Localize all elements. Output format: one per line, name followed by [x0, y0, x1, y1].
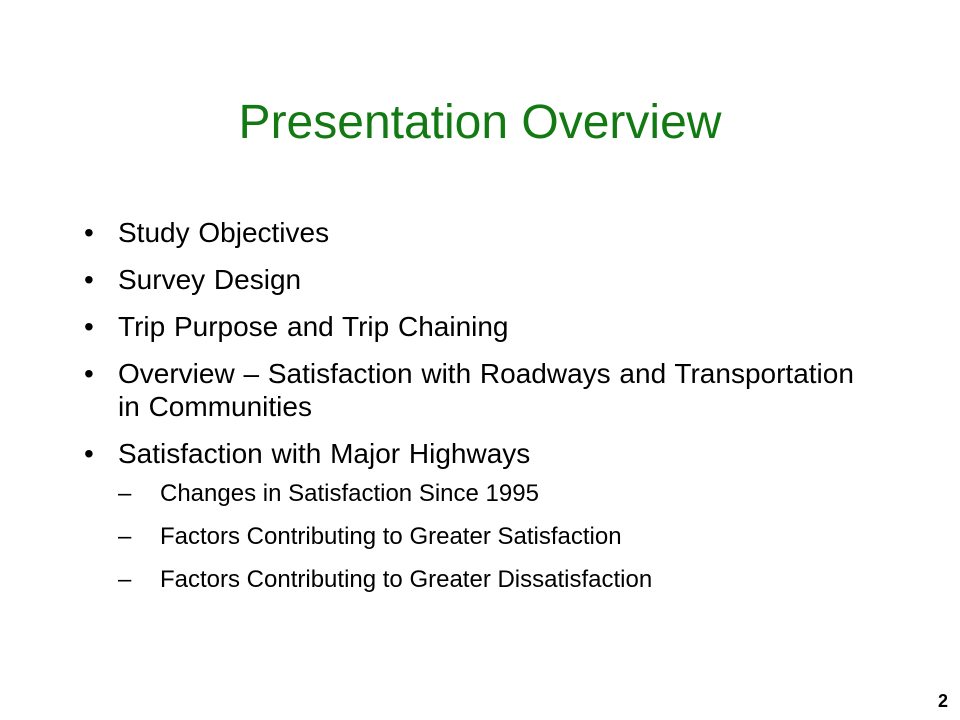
sub-bullet-item — [118, 523, 864, 551]
sub-bullet-list — [118, 480, 864, 594]
bullet-text: Trip Purpose and Trip Chaining — [118, 311, 509, 342]
sub-bullet-marker: – — [118, 480, 132, 507]
bullet-item — [84, 216, 864, 249]
bullet-marker: • — [84, 264, 94, 295]
bullet-marker: • — [84, 217, 94, 248]
bullet-text: Survey Design — [118, 264, 302, 295]
bullet-text: Satisfaction with Major Highways — [118, 438, 531, 469]
bullet-item — [84, 437, 864, 594]
sub-bullet-text: Factors Contributing to Greater Satisfaction — [160, 523, 622, 550]
bullet-list — [84, 216, 864, 609]
sub-bullet-text: Changes in Satisfaction Since 1995 — [160, 480, 539, 507]
bullet-text: Study Objectives — [118, 217, 330, 248]
bullet-item — [84, 310, 864, 343]
slide-title: Presentation Overview — [238, 96, 722, 149]
bullet-item — [84, 357, 864, 423]
bullet-marker: • — [84, 311, 94, 342]
bullet-item — [84, 263, 864, 296]
sub-bullet-marker: – — [118, 523, 132, 550]
sub-bullet-marker: – — [118, 566, 132, 593]
bullet-text: Overview – Satisfaction with Roadways and Transportation in Communities — [118, 358, 854, 422]
bullet-marker: • — [84, 438, 94, 469]
sub-bullet-item — [118, 480, 864, 508]
sub-bullet-text: Factors Contributing to Greater Dissatisfaction — [160, 566, 653, 593]
sub-bullet-item — [118, 566, 864, 594]
bullet-marker: • — [84, 358, 94, 389]
page-number: 2 — [937, 691, 948, 711]
